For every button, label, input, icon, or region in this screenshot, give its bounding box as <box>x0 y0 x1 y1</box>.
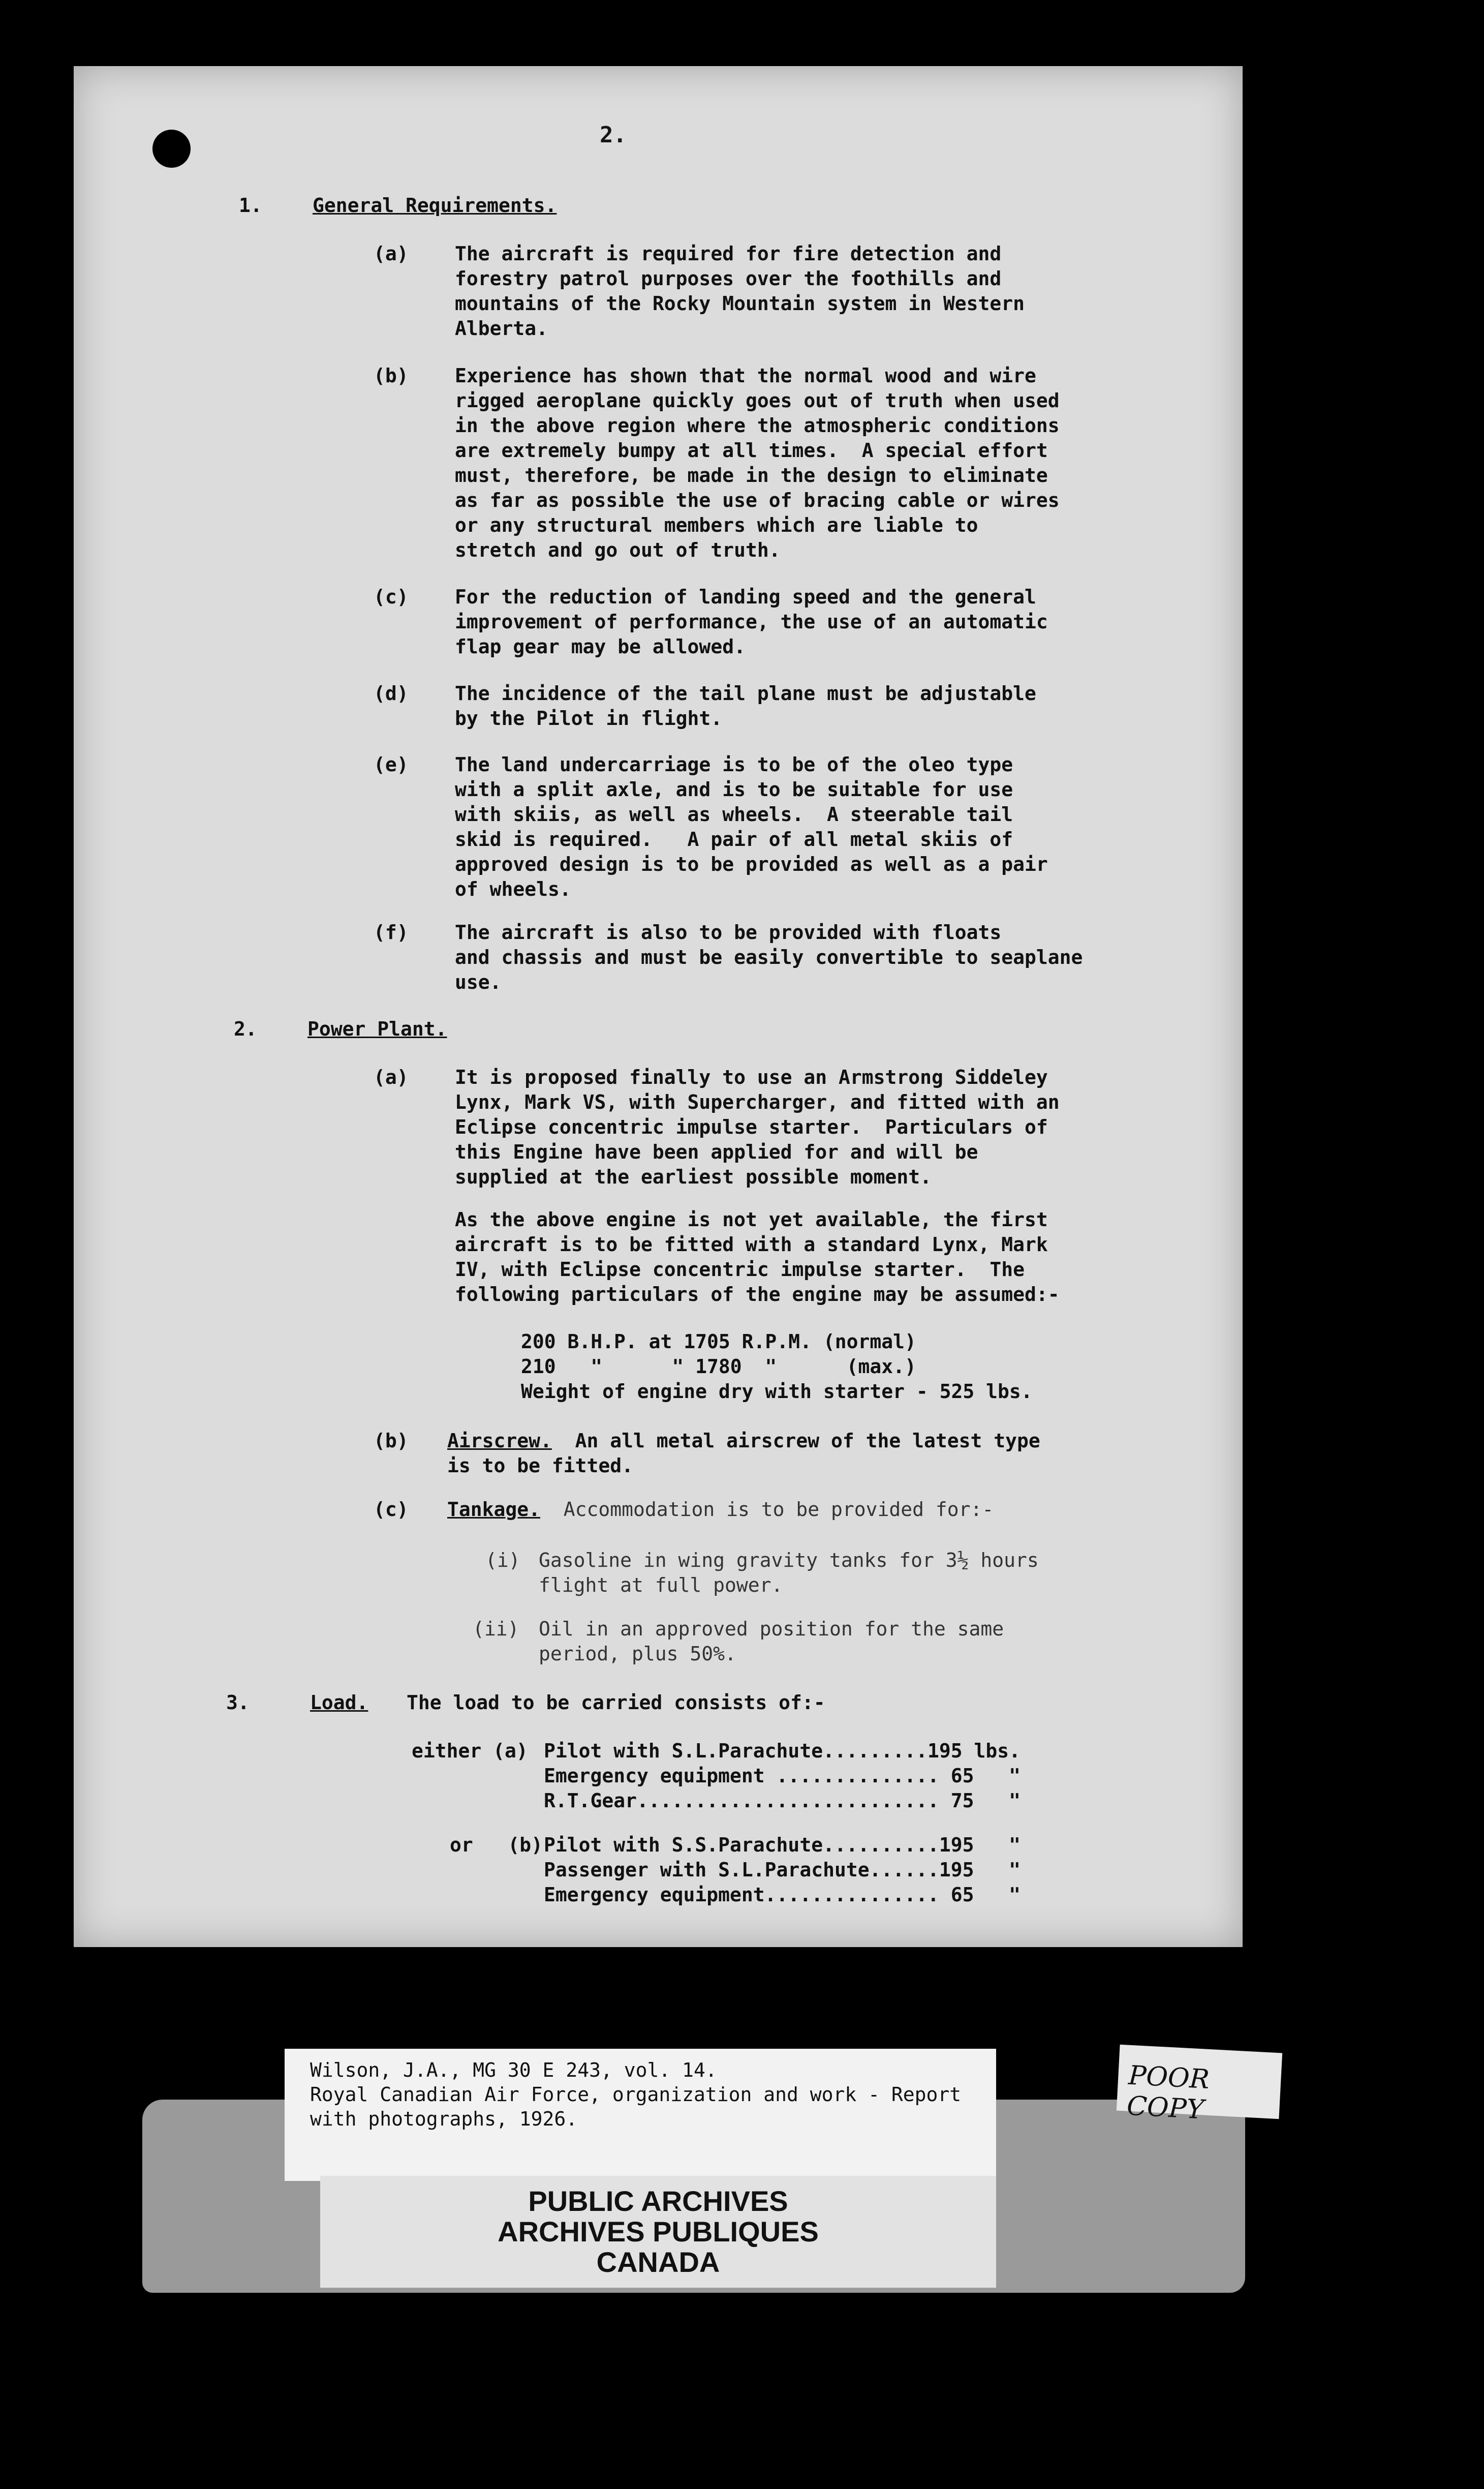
section-1-number: 1. <box>239 194 262 217</box>
item-1b-text: Experience has shown that the normal wood and wire rigged aeroplane quickly goes out of truth when used in the above region where the atmospheric conditions are extremely bumpy at all times. A special effort must, therefore, be made in the design to eliminate as far as possible the use of bracing cable or wires or any structural members which are liable to stretch and go out of truth. <box>455 365 1060 561</box>
page-number: 2. <box>600 122 627 148</box>
stamp-line: CANADA <box>596 2246 720 2278</box>
load-row: Emergency equipment .............. 65 " <box>544 1765 1021 1787</box>
item-2a-continuation: As the above engine is not yet available, the first aircraft is to be fitted with a standard Lynx, Mark IV, with Eclipse concentric impulse starter. The following particulars of the engine may be assumed:- <box>455 1208 1060 1306</box>
item-2c-label: (c) <box>374 1498 409 1521</box>
section-3-title: Load. <box>310 1691 368 1714</box>
load-row: R.T.Gear.......................... 75 " <box>544 1789 1021 1812</box>
load-intro: The load to be carried consists of:- <box>407 1691 825 1714</box>
load-row: Pilot with S.S.Parachute..........195 " <box>544 1834 1021 1856</box>
item-2a-label: (a) <box>374 1066 409 1088</box>
load-row: Pilot with S.L.Parachute.........195 lbs. <box>544 1740 1021 1762</box>
item-2c-ii-label: (ii) <box>473 1618 519 1640</box>
engine-spec-normal: 200 B.H.P. at 1705 R.P.M. (normal) <box>521 1330 916 1353</box>
item-1b-label: (b) <box>374 365 409 387</box>
item-2c-i-text: Gasoline in wing gravity tanks for 3½ hours flight at full power. <box>539 1549 1039 1596</box>
load-row: Passenger with S.L.Parachute......195 " <box>544 1859 1021 1881</box>
archive-ref-line: Wilson, J.A., MG 30 E 243, vol. 14. <box>310 2059 717 2081</box>
item-1a-label: (a) <box>374 242 409 265</box>
section-2-number: 2. <box>234 1018 257 1040</box>
item-2c-ii-text: Oil in an approved position for the same period, plus 50%. <box>539 1618 1004 1665</box>
item-1c-text: For the reduction of landing speed and the general improvement of performance, the use of an automatic flap gear may be allowed. <box>455 586 1048 658</box>
item-1c-label: (c) <box>374 586 409 608</box>
engine-spec-max: 210 " " 1780 " (max.) <box>521 1355 916 1378</box>
item-2c-text: Tankage. Accommodation is to be provided for:- <box>447 1498 994 1521</box>
item-1a-text: The aircraft is required for fire detection and forestry patrol purposes over the foothills and mountains of the Rocky Mountain system in Western Alberta. <box>455 242 1025 340</box>
archive-stamp <box>320 2186 996 2278</box>
punch-hole <box>152 130 191 168</box>
stamp-line: ARCHIVES PUBLIQUES <box>498 2215 819 2248</box>
item-2b-label: (b) <box>374 1430 409 1452</box>
load-row: Emergency equipment............... 65 " <box>544 1884 1021 1906</box>
load-either-label: either (a) <box>412 1740 528 1762</box>
engine-spec-weight: Weight of engine dry with starter - 525 lbs. <box>521 1380 1033 1403</box>
item-1d-text: The incidence of the tail plane must be adjustable by the Pilot in flight. <box>455 682 1036 730</box>
item-2a-text: It is proposed finally to use an Armstrong Siddeley Lynx, Mark VS, with Supercharger, and fitted with an Eclipse concentric impulse starter. Particulars of this Engine have been applied for and will be supplied at the earliest possible moment. <box>455 1066 1060 1188</box>
item-2b-text-line2: is to be fitted. <box>447 1454 634 1477</box>
archive-ref-line: Royal Canadian Air Force, organization and work - Report <box>310 2083 962 2106</box>
load-or-label: or (b) <box>450 1834 543 1856</box>
poor-copy-note: POOR COPY <box>1117 2045 1282 2119</box>
stamp-line: PUBLIC ARCHIVES <box>528 2185 788 2217</box>
item-1e-text: The land undercarriage is to be of the oleo type with a split axle, and is to be suitable for use with skiis, as well as wheels. A steerable tail skid is required. A pair of all metal skiis of approved design is to be provided as well as a pair of wheels. <box>455 753 1048 900</box>
item-2b-text: Airscrew. An all metal airscrew of the latest type <box>447 1430 1040 1452</box>
archive-ref-line: with photographs, 1926. <box>310 2108 578 2130</box>
section-1-title: General Requirements. <box>313 194 557 217</box>
archive-reference-card <box>285 2049 996 2181</box>
item-1f-text: The aircraft is also to be provided with floats and chassis and must be easily convertible to seaplane use. <box>455 921 1083 993</box>
section-2-title: Power Plant. <box>307 1018 447 1040</box>
section-3-number: 3. <box>226 1691 250 1714</box>
item-2c-i-label: (i) <box>485 1549 520 1571</box>
item-1d-label: (d) <box>374 682 409 705</box>
item-1f-label: (f) <box>374 921 409 944</box>
item-1e-label: (e) <box>374 753 409 776</box>
